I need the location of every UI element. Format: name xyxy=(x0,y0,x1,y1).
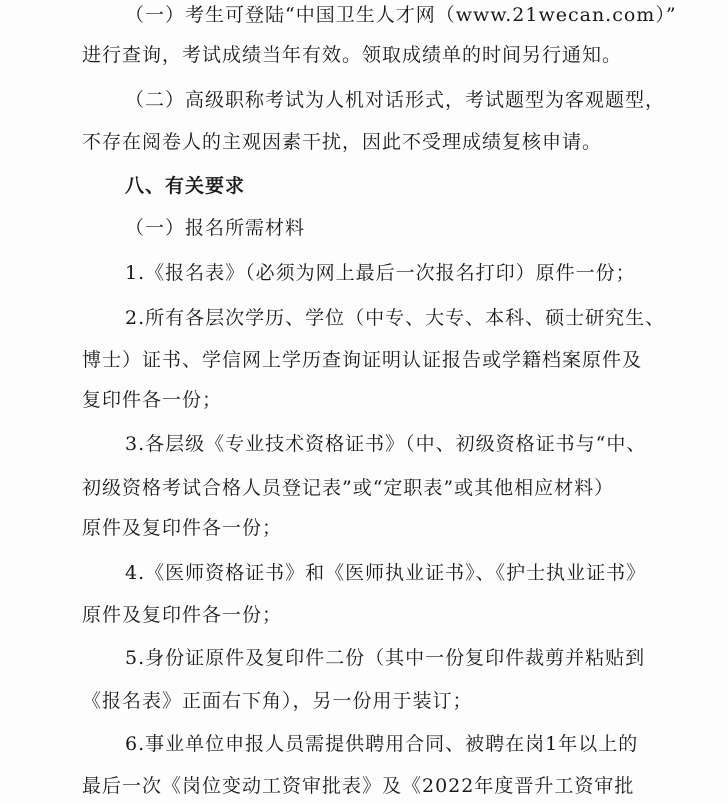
paragraph-line: 不存在阅卷人的主观因素干扰，因此不受理成绩复核申请。 xyxy=(82,131,603,153)
list-item-line: 复印件各一份； xyxy=(82,389,223,411)
list-item-line: 6.事业单位申报人员需提供聘用合同、被聘在岗1年以上的 xyxy=(125,733,639,755)
paragraph-line: （一）考生可登陆“中国卫生人才网（www.21wecan.com）” xyxy=(125,4,677,26)
list-item-line: 3.各层级《专业技术资格证书》（中、初级资格证书与“中、 xyxy=(125,433,647,455)
list-item-line: 4.《医师资格证书》和《医师执业证书》、《护士执业证书》 xyxy=(125,562,647,584)
list-item-line: 5.身份证原件及复印件二份（其中一份复印件裁剪并粘贴到 xyxy=(125,647,646,669)
subsection-heading: （一）报名所需材料 xyxy=(125,217,306,239)
list-item-line: 原件及复印件各一份； xyxy=(82,517,283,539)
list-item-line: 《报名表》正面右下角），另一份用于装订； xyxy=(82,690,473,712)
paragraph-line: （二）高级职称考试为人机对话形式，考试题型为客观题型， xyxy=(125,89,666,111)
list-item-line: 2.所有各层次学历、学位（中专、大专、本科、硕士研究生、 xyxy=(125,307,666,329)
section-heading: 八、有关要求 xyxy=(125,175,246,197)
list-item-line: 原件及复印件各一份； xyxy=(82,604,283,626)
list-item-line: 最后一次《岗位变动工资审批表》及《2022年度晋升工资审批 xyxy=(82,775,635,797)
paragraph-line: 进行查询，考试成绩当年有效。领取成绩单的时间另行通知。 xyxy=(82,44,623,66)
list-item-line: 博士）证书、学信网上学历查询证明认证报告或学籍档案原件及 xyxy=(82,349,643,371)
list-item-line: 初级资格考试合格人员登记表”或“定职表”或其他相应材料） xyxy=(82,477,615,499)
list-item-line: 1.《报名表》（必须为网上最后一次报名打印）原件一份； xyxy=(125,262,636,284)
